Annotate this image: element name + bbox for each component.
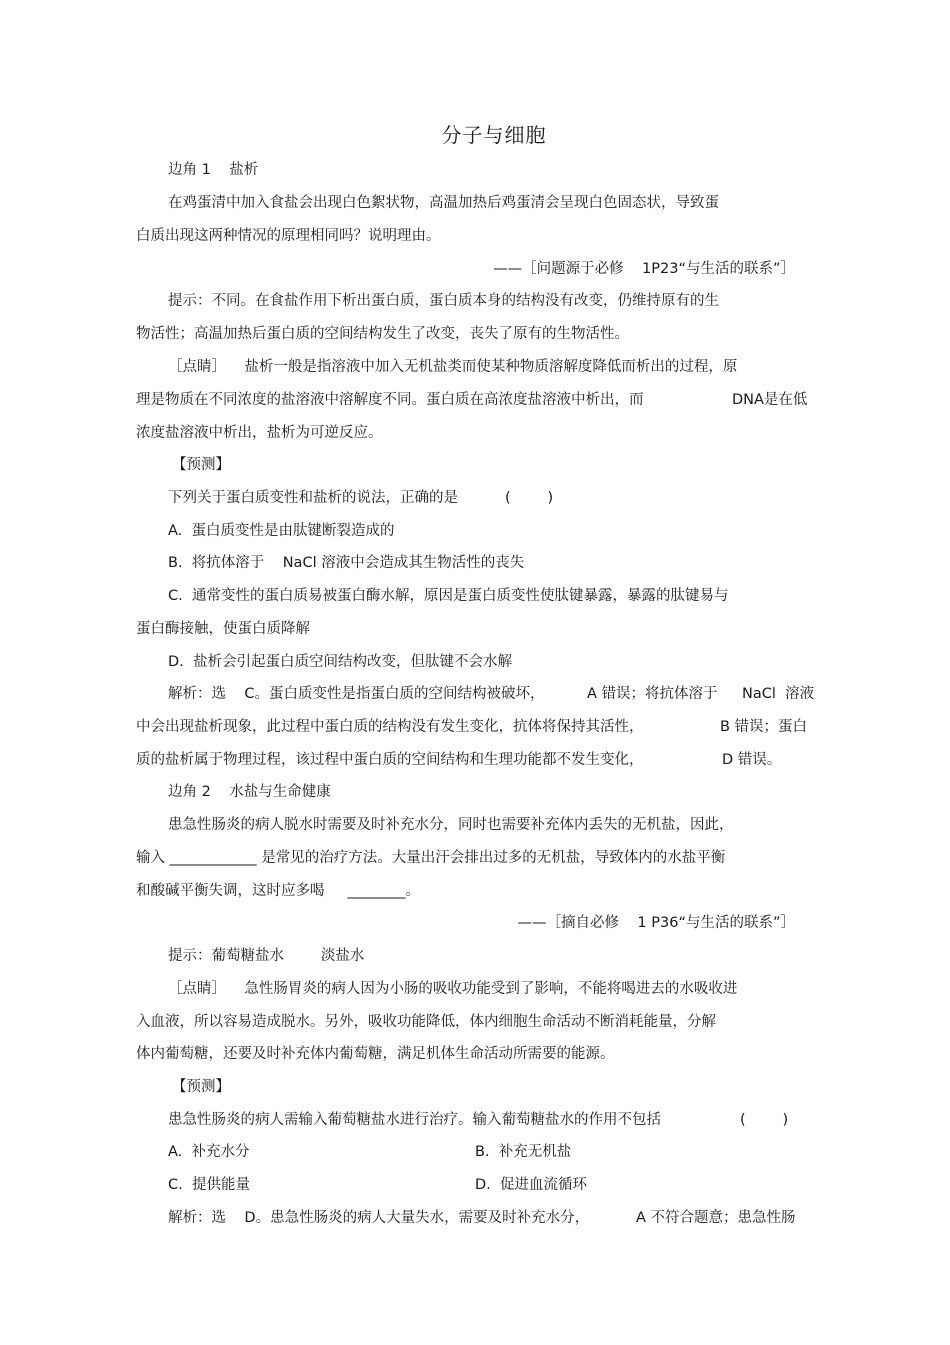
option-b: B. 补充无机盐 [475,1144,572,1160]
option-c: C. 通常变性的蛋白质易被蛋白酶水解，原因是蛋白质变性使肽键暴露，暴露的肽键易与 [168,588,729,604]
option-c: C. 提供能量 [168,1177,250,1193]
note-text: DNA是在低 [732,392,808,408]
hint-text: 提示：葡萄糖盐水 淡盐水 [168,948,365,964]
source-citation: ——［摘自必修 1 P36“与生活的联系”］ [517,915,795,931]
hint-text: 物活性；高温加热后蛋白质的空间结构发生了改变，丧失了原有的生物活性。 [136,326,629,342]
option-d: D. 促进血流循环 [475,1177,587,1193]
analysis-text: B 错误；蛋白 [720,719,808,735]
question-text: 白质出现这两种情况的原理相同吗？说明理由。 [136,228,441,244]
question-text: 输入 ____________ 是常见的治疗方法。大量出汗会排出过多的无机盐，导致体内的水盐平衡 [136,850,726,866]
analysis-text: NaCl 溶液 [742,686,815,702]
analysis-text: 质的盐析属于物理过程，该过程中蛋白质的空间结构和生理功能都不发生变化， [136,752,644,768]
option-a: A. 蛋白质变性是由肽键断裂造成的 [168,523,395,539]
note-text: ［点睛］ 盐析一般是指溶液中加入无机盐类而使某种物质溶解度降低而析出的过程，原 [168,359,738,375]
analysis-text: A 不符合题意；患急性肠 [636,1210,796,1226]
hint-text: 提示：不同。在食盐作用下析出蛋白质，蛋白质本身的结构没有改变，仍维持原有的生 [168,293,719,309]
note-text: 理是物质在不同浓度的盐溶液中溶解度不同。蛋白质在高浓度盐溶液中析出，而 [136,392,644,408]
predict-label: 【预测】 [172,457,230,473]
analysis-text: A 错误；将抗体溶于 [587,686,718,702]
answer-paren: ( ) [505,490,554,506]
section-heading: 边角 1 盐析 [168,162,259,178]
note-text: 入血液，所以容易造成脱水。另外，吸收功能降低，体内细胞生命活动不断消耗能量，分解 [136,1014,716,1030]
analysis-text: D 错误。 [722,752,782,768]
section-heading: 边角 2 水盐与生命健康 [168,784,331,800]
question-stem: 下列关于蛋白质变性和盐析的说法，正确的是 [168,490,458,506]
predict-label: 【预测】 [172,1079,230,1095]
question-text: 患急性肠炎的病人脱水时需要及时补充水分，同时也需要补充体内丢失的无机盐，因此， [168,817,734,833]
option-d: D. 盐析会引起蛋白质空间结构改变，但肽键不会水解 [168,654,512,670]
option-b: B. 将抗体溶于 NaCl 溶液中会造成其生物活性的丧失 [168,555,525,571]
analysis-text: 解析：选 D。患急性肠炎的病人大量失水，需要及时补充水分， [168,1210,590,1226]
note-text: 浓度盐溶液中析出，盐析为可逆反应。 [136,425,383,441]
option-a: A. 补充水分 [168,1144,250,1160]
note-text: 体内葡萄糖，还要及时补充体内葡萄糖，满足机体生命活动所需要的能源。 [136,1046,615,1062]
note-text: ［点睛］ 急性肠胃炎的病人因为小肠的吸收功能受到了影响，不能将喝进去的水吸收进 [168,981,738,997]
page-title: 分子与细胞 [441,123,547,147]
answer-paren: ( ) [740,1112,789,1128]
source-citation: ——［问题源于必修 1P23“与生活的联系”］ [493,261,795,277]
question-text: 和酸碱平衡失调，这时应多喝 ________。 [136,883,421,899]
option-c: 蛋白酶接触，使蛋白质降解 [136,621,310,637]
question-stem: 患急性肠炎的病人需输入葡萄糖盐水进行治疗。输入葡萄糖盐水的作用不包括 [168,1112,661,1128]
analysis-text: 解析：选 C。蛋白质变性是指蛋白质的空间结构被破坏， [168,686,545,702]
analysis-text: 中会出现盐析现象，此过程中蛋白质的结构没有发生变化，抗体将保持其活性， [136,719,644,735]
question-text: 在鸡蛋清中加入食盐会出现白色絮状物，高温加热后鸡蛋清会呈现白色固态状，导致蛋 [168,195,719,211]
